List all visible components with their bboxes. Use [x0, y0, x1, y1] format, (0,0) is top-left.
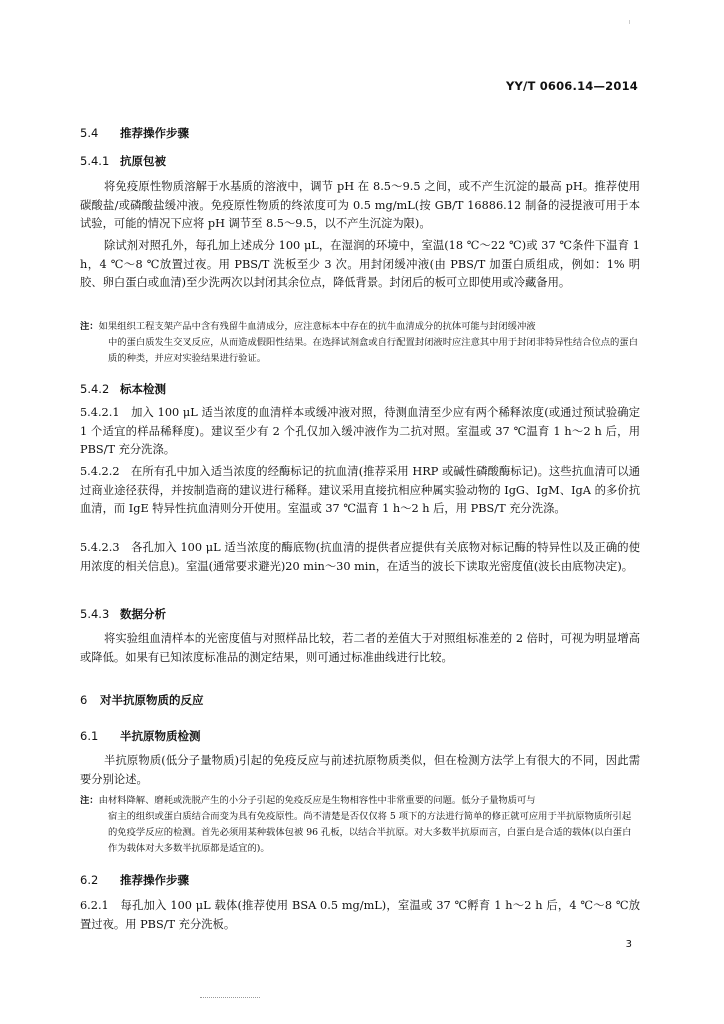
section-title: 对半抗原物质的反应	[100, 693, 204, 707]
paragraph-5-4-2-1: 5.4.2.1 加入 100 μL 适当浓度的血清样本或缓冲液对照，待测血清至少应有两个稀释浓度(或通过预试验确定 1 个适宜的样品稀释度)。建议至少有 2 个孔仅加入缓冲液作为二抗对照。室温或 37 ℃温育 1 h～2 h 后，用 PBS/T 充分洗涤。	[80, 406, 640, 456]
section-heading-5-4-1	[80, 153, 166, 169]
section-title: 推荐操作步骤	[120, 126, 189, 140]
section-number: 6.1	[80, 729, 99, 743]
note-hapten	[80, 793, 640, 857]
paragraph-5-4-2-2: 5.4.2.2 在所有孔中加入适当浓度的经酶标记的抗血清(推荐采用 HRP 或碱性磷酸酶标记)。这些抗血清可以通过商业途径获得，并按制造商的建议进行稀释。建议采用直接抗相应种属实验动物的 IgG、IgM、IgA 的多价抗血清，而 IgE 特异性抗血清则分开使用。室温或 37 ℃温育 1 h～2 h 后，用 PBS/T 充分洗涤。	[80, 465, 640, 515]
note-label: 注：	[80, 795, 99, 806]
scan-corner-mark	[629, 20, 634, 24]
section-title: 推荐操作步骤	[120, 873, 189, 887]
note-text-first: 如果组织工程支架产品中含有残留牛血清成分，应注意标本中存在的抗牛血清成分的抗体可能与封闭缓冲液	[98, 321, 536, 332]
paragraph-5-4-2-3: 5.4.2.3 各孔加入 100 μL 适当浓度的酶底物(抗血清的提供者应提供有关底物对标记酶的特异性以及正确的使用浓度的相关信息)。室温(通常要求避光)20 min～30 min，在适当的波长下读取光密度值(波长由底物决定)。	[80, 541, 640, 573]
section-heading-5-4-3	[80, 606, 166, 622]
paragraph-antigen-coating-2: 除试剂对照孔外，每孔加上述成分 100 μL，在湿润的环境中，室温(18 ℃～22 ℃)或 37 ℃条件下温育 1 h，4 ℃～8 ℃放置过夜。用 PBS/T 洗板至少 3 次。用封闭缓冲液(由 PBS/T 加蛋白质组成，例如：1% 明胶、卵白蛋白或血清)至少洗两次以封闭其余位点，降低背景。封闭后的板可立即使用或冷藏备用。	[80, 239, 640, 289]
note-label: 注：	[80, 321, 99, 332]
section-number: 6	[80, 693, 88, 707]
paragraph-6-2-1: 6.2.1 每孔加入 100 μL 载体(推荐使用 BSA 0.5 mg/mL)，室温或 37 ℃孵育 1 h～2 h 后，4 ℃～8 ℃放置过夜。用 PBS/T 充分洗板。	[80, 899, 640, 931]
section-heading-5-4	[80, 125, 189, 141]
section-title: 数据分析	[120, 607, 166, 621]
section-heading-5-4-2	[80, 381, 166, 397]
note-text-rest: 宿主的组织或蛋白质结合而变为具有免疫原性。尚不清楚是否仅仅将 5 项下的方法进行简单的修正就可应用于半抗原物质所引起的免疫学反应的检测。首先必须用某种载体包被 96 孔板，以结合半抗原。对大多数半抗原而言，白蛋白是合适的载体(以白蛋白作为载体对大多数半抗原都是适宜的)。	[108, 811, 632, 854]
note-text-first: 由材料降解、磨耗或洗脱产生的小分子引起的免疫反应是生物相容性中非常重要的问题。低分子量物质可与	[98, 795, 536, 806]
section-heading-6-1	[80, 728, 201, 744]
page-number: 3	[625, 939, 632, 950]
document-code: YY/T 0606.14—2014	[506, 79, 638, 93]
section-number: 5.4.1	[80, 154, 110, 168]
footer-rule	[200, 997, 260, 998]
section-number: 5.4.3	[80, 607, 110, 621]
section-heading-6-2	[80, 872, 189, 888]
section-title: 半抗原物质检测	[120, 729, 201, 743]
section-title: 抗原包被	[120, 154, 166, 168]
note-antigen-coating	[80, 319, 640, 367]
section-heading-6	[80, 692, 204, 708]
section-title: 标本检测	[120, 382, 166, 396]
paragraph-hapten-detection: 半抗原物质(低分子量物质)引起的免疫反应与前述抗原物质类似，但在检测方法学上有很大的不同，因此需要分别论述。	[80, 754, 640, 786]
paragraph-data-analysis: 将实验组血清样本的光密度值与对照样品比较，若二者的差值大于对照组标准差的 2 倍时，可视为明显增高或降低。如果有已知浓度标准品的测定结果，则可通过标准曲线进行比较。	[80, 632, 640, 664]
paragraph-antigen-coating-1: 将免疫原性物质溶解于水基质的溶液中，调节 pH 在 8.5～9.5 之间，或不产生沉淀的最高 pH。推荐使用碳酸盐/或磷酸盐缓冲液。免疫原性物质的终浓度可为 0.5 mg/mL(按 GB/T 16886.12 制备的浸提液可用于本试验，可能的情况下应将 pH 调节至 8.5～9.5，以不产生沉淀为限)。	[80, 180, 640, 230]
section-number: 5.4.2	[80, 382, 110, 396]
section-number: 5.4	[80, 126, 99, 140]
section-number: 6.2	[80, 873, 99, 887]
note-text-rest: 中的蛋白质发生交叉反应，从而造成假阳性结果。在选择试剂盒或自行配置封闭液时应注意其中用于封闭非特异性结合位点的蛋白质的种类，并应对实验结果进行验证。	[108, 337, 638, 364]
